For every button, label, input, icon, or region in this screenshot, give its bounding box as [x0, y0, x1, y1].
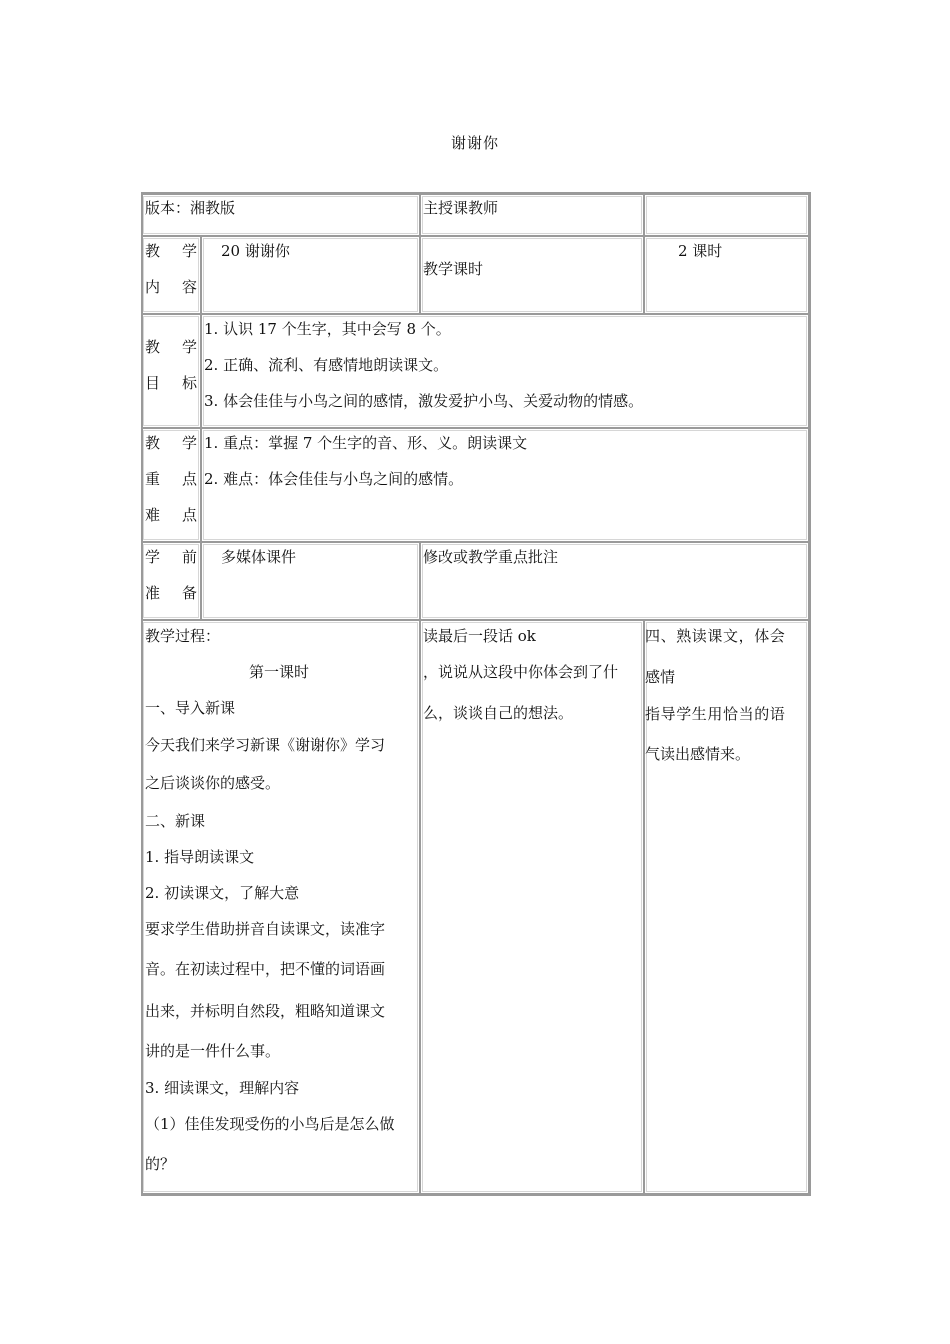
process-line: （1）佳佳发现受伤的小鸟后是怎么做 — [145, 1115, 395, 1133]
focus-label-line1: 教 学 — [145, 434, 197, 452]
process-middle-line: 读最后一段话 ok — [423, 627, 536, 645]
process-line: 要求学生借助拼音自读课文，读准字 — [145, 920, 386, 938]
goal-item: 1. 认识 17 个生字，其中会写 8 个。 — [204, 320, 451, 338]
focus-item: 1. 重点：掌握 7 个生字的音、形、义。朗读课文 — [204, 434, 528, 452]
process-middle-line: ，说说从这段中你体会到了什 — [423, 663, 619, 681]
prep-text: 多媒体课件 — [221, 548, 297, 566]
cell-hours-value — [644, 236, 809, 314]
hours-label: 教学课时 — [423, 260, 484, 278]
process-right-line: 感情 — [645, 668, 676, 686]
process-line: 3. 细读课文，理解内容 — [145, 1079, 300, 1097]
process-line: 今天我们来学习新课《谢谢你》学习 — [145, 736, 386, 754]
process-line: 出来，并标明自然段，粗略知道课文 — [145, 1002, 386, 1020]
process-line: 讲的是一件什么事。 — [145, 1042, 281, 1060]
document-title: 谢谢你 — [450, 134, 499, 152]
goals-label — [145, 329, 197, 401]
prep-label-line2: 准 备 — [145, 584, 197, 602]
process-middle-line: 么，谈谈自己的想法。 — [423, 704, 574, 722]
process-line: 1. 指导朗读课文 — [145, 848, 255, 866]
process-right-line: 气读出感情来。 — [645, 745, 751, 763]
cell-teacher-value — [644, 194, 809, 236]
process-line: 二、新课 — [145, 812, 206, 830]
focus-item: 2. 难点：体会佳佳与小鸟之间的感情。 — [204, 470, 464, 488]
process-line: 的？ — [145, 1155, 176, 1173]
process-line: 一、导入新课 — [145, 699, 236, 717]
process-line: 音。在初读过程中，把不懂的词语画 — [145, 960, 386, 978]
content-label-line2: 内 容 — [145, 278, 197, 296]
process-right-line: 四、熟读课文，体会 — [645, 627, 786, 645]
prep-label — [145, 539, 197, 611]
goals-label-line1: 教 学 — [145, 338, 197, 356]
teacher-label: 主授课教师 — [423, 199, 499, 217]
edition-text: 版本：湘教版 — [145, 199, 236, 217]
notes-label: 修改或教学重点批注 — [423, 548, 559, 566]
content-label — [145, 233, 197, 305]
focus-label-line2: 重 点 — [145, 470, 197, 488]
focus-label — [145, 425, 197, 533]
goal-item: 2. 正确、流利、有感情地朗读课文。 — [204, 356, 449, 374]
goals-label-line2: 目 标 — [145, 374, 197, 392]
goal-item: 3. 体会佳佳与小鸟之间的感情，激发爱护小鸟、关爱动物的情感。 — [204, 392, 644, 410]
process-line: 教学过程： — [145, 627, 221, 645]
process-right-line: 指导学生用恰当的语 — [645, 705, 786, 723]
content-label-line1: 教 学 — [145, 242, 197, 260]
content-text: 20 谢谢你 — [221, 242, 290, 260]
prep-label-line1: 学 前 — [145, 548, 197, 566]
process-line: 2. 初读课文，了解大意 — [145, 884, 300, 902]
process-line: 之后谈谈你的感受。 — [145, 774, 281, 792]
hours-value: 2 课时 — [678, 242, 723, 260]
focus-label-line3: 难 点 — [145, 506, 197, 524]
process-line: 第一课时 — [249, 663, 310, 681]
